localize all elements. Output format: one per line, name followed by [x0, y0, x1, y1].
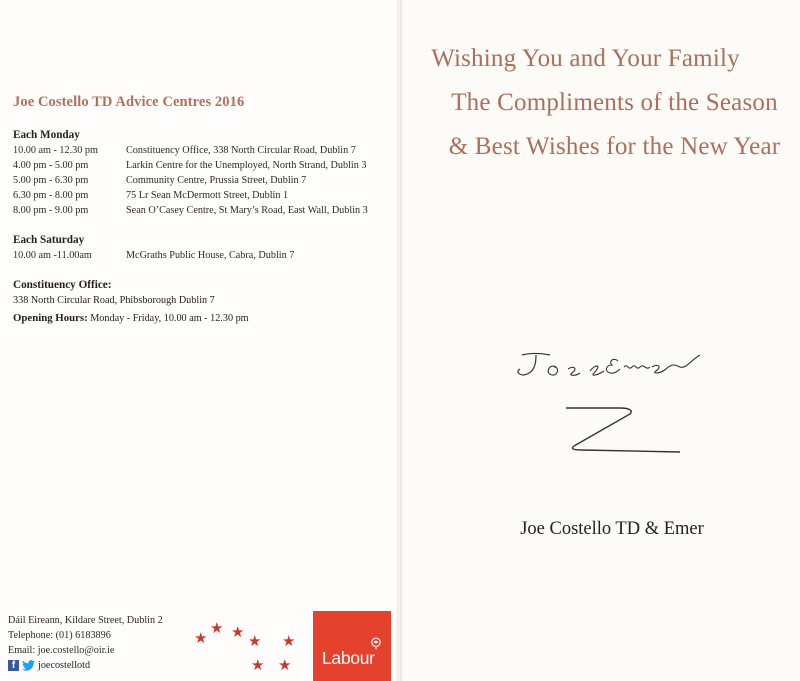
schedule-time: 4.00 pm - 5.00 pm	[13, 160, 89, 171]
star-icon: ★	[251, 658, 265, 674]
labour-logo	[313, 611, 391, 681]
star-icon: ★	[248, 634, 262, 650]
star-icon: ★	[278, 658, 292, 674]
twitter-icon	[22, 660, 35, 671]
saturday-heading: Each Saturday	[13, 234, 85, 246]
greeting-line-2: The Compliments of the Season	[451, 89, 778, 116]
greeting-line-1: Wishing You and Your Family	[431, 45, 740, 72]
star-icon: ★	[194, 631, 208, 647]
constituency-office-heading: Constituency Office:	[13, 279, 112, 291]
schedule-place: Sean O’Casey Centre, St Mary’s Road, East Wall, Dublin 3	[126, 205, 368, 216]
advice-centres-title: Joe Costello TD Advice Centres 2016	[13, 94, 245, 110]
opening-hours-value: Monday - Friday, 10.00 am - 12.30 pm	[90, 313, 249, 324]
schedule-time: 5.00 pm - 6.30 pm	[13, 175, 89, 186]
social-links	[8, 660, 90, 671]
facebook-icon: f	[8, 660, 19, 671]
opening-hours	[13, 312, 249, 324]
monday-heading: Each Monday	[13, 129, 80, 141]
schedule-time: 8.00 pm - 9.00 pm	[13, 205, 89, 216]
handwritten-initial	[560, 400, 690, 460]
dail-address: Dáil Eireann, Kildare Street, Dublin 2	[8, 615, 163, 626]
card-fold	[397, 0, 402, 681]
schedule-place: 75 Lr Sean McDermott Street, Dublin 1	[126, 190, 289, 201]
schedule-time: 10.00 am -11.00am	[13, 250, 92, 261]
star-icon: ★	[231, 625, 245, 641]
office-address: 338 North Circular Road, Phibsborough Dublin 7	[13, 295, 215, 306]
star-icon: ★	[282, 634, 296, 650]
email: Email: joe.costello@oir.ie	[8, 645, 115, 656]
signoff: Joe Costello TD & Emer	[520, 519, 704, 539]
greeting-line-3: & Best Wishes for the New Year	[448, 133, 781, 160]
schedule-place: McGraths Public House, Cabra, Dublin 7	[126, 250, 295, 261]
labour-logo-text: Labour	[322, 648, 375, 668]
opening-hours-label: Opening Hours:	[13, 312, 88, 324]
handwritten-signature	[510, 345, 710, 385]
schedule-time: 10.00 am - 12.30 pm	[13, 145, 98, 156]
schedule-time: 6.30 pm - 8.00 pm	[13, 190, 89, 201]
telephone: Telephone: (01) 6183896	[8, 630, 111, 641]
schedule-place: Community Centre, Prussia Street, Dublin 7	[126, 175, 307, 186]
star-icon: ★	[210, 621, 224, 637]
schedule-place: Constituency Office, 338 North Circular Road, Dublin 7	[126, 145, 356, 156]
social-handle: joecostellotd	[38, 660, 91, 671]
stars-decoration	[190, 618, 305, 678]
schedule-place: Larkin Centre for the Unemployed, North Strand, Dublin 3	[126, 160, 367, 171]
